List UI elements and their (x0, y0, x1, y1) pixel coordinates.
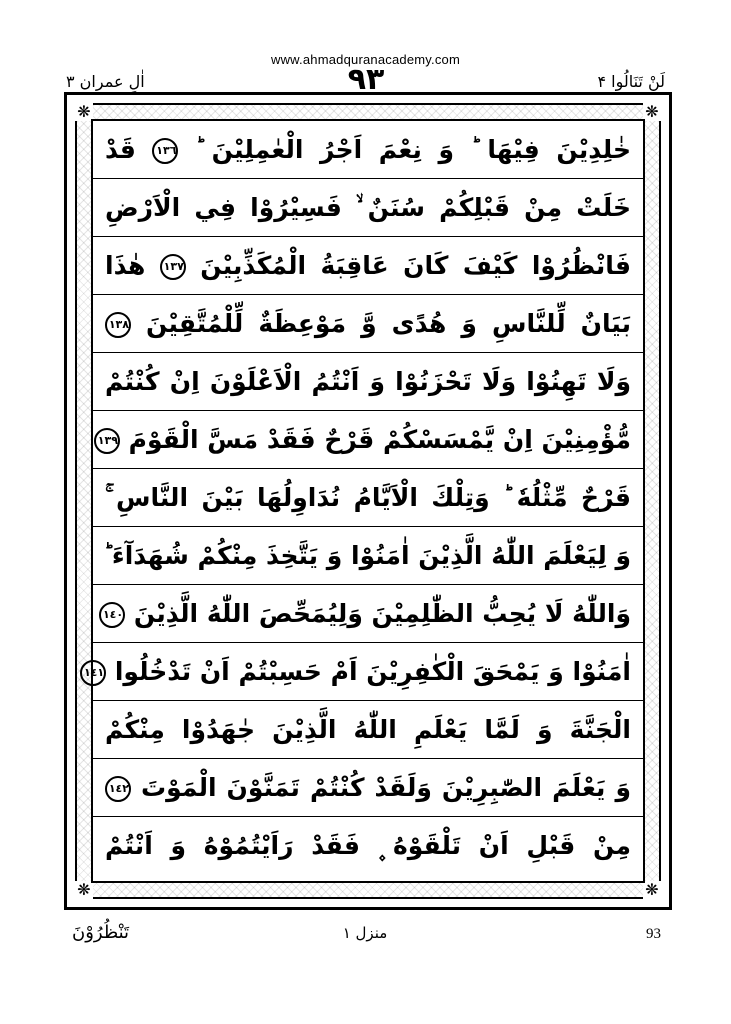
surah-name: اٰلِ عمران ۳ (66, 72, 145, 91)
catchword: تَنْظُرُوْنَ (72, 922, 130, 943)
page-number: 93 (646, 926, 661, 942)
ayah-marker-140: ١٤٠ (99, 602, 125, 628)
ayah-marker-141: ١٤١ (80, 660, 106, 686)
corner-ornament-icon: ❋ (643, 881, 661, 899)
verse-line-13 (93, 817, 643, 875)
page-frame (64, 92, 672, 910)
site-url[interactable]: www.ahmadquranacademy.com (270, 52, 460, 67)
verse-line-1 (93, 121, 643, 179)
verse-line-2 (93, 179, 643, 237)
verse-text: هٰذَا (105, 251, 146, 280)
verse-line-7 (93, 469, 643, 527)
verse-line-10 (83, 643, 643, 701)
manzil-label: منزل ۱ (342, 924, 388, 942)
verse-text: فَانْظُرُوْا كَيْفَ كَانَ عَاقِبَةُ الْمُكَذِّبِيْنَ (200, 251, 631, 280)
verse-line-4 (93, 295, 643, 353)
verse-text: الْجَنَّةَ وَ لَمَّا يَعْلَمِ اللّٰهُ الَّذِيْنَ جٰهَدُوْا مِنْكُمْ (105, 715, 631, 744)
verse-line-9 (93, 585, 643, 643)
verse-text: وَ لِيَعْلَمَ اللّٰهُ الَّذِيْنَ اٰمَنُوْا وَ يَتَّخِذَ مِنْكُمْ شُهَدَآءَ ؕ (103, 541, 631, 570)
verse-text: وَاللّٰهُ لَا يُحِبُّ الظّٰلِمِيْنَ وَلِيُمَحِّصَ اللّٰهُ الَّذِيْنَ (133, 599, 631, 628)
verse-text: وَ يَعْلَمَ الصّٰبِرِيْنَ وَلَقَدْ كُنْتُمْ تَمَنَّوْنَ الْمَوْتَ (141, 773, 631, 802)
verse-text: بَيَانٌ لِّلنَّاسِ وَ هُدًى وَّ مَوْعِظَةٌ لِّلْمُتَّقِيْنَ (146, 309, 631, 338)
ayah-marker-139: ١٣٩ (94, 428, 120, 454)
verse-text: مُّؤْمِنِيْنَ اِنْ يَّمْسَسْكُمْ قَرْحٌ فَقَدْ مَسَّ الْقَوْمَ (128, 425, 631, 454)
verse-line-8 (93, 527, 643, 585)
verse-line-5 (93, 353, 643, 411)
verse-text: وَلَا تَهِنُوْا وَلَا تَحْزَنُوْا وَ اَنْتُمُ الْاَعْلَوْنَ اِنْ كُنْتُمْ (105, 367, 631, 396)
page-number-arabic: ۹۳ (347, 62, 385, 97)
ayah-marker-137: ١٣٧ (160, 254, 186, 280)
verse-text: قَدْ (105, 135, 136, 164)
verse-text: خَلَتْ مِنْ قَبْلِكُمْ سُنَنٌ ۙ فَسِيْرُوْا فِي الْاَرْضِ (105, 193, 631, 222)
verse-text: قَرْحٌ مِّثْلُهٗ ؕ وَتِلْكَ الْاَيَّامُ نُدَاوِلُهَا بَيْنَ النَّاسِ ۚ (105, 483, 631, 512)
verse-text: مِنْ قَبْلِ اَنْ تَلْقَوْهُ ۪ فَقَدْ رَاَيْتُمُوْهُ وَ اَنْتُمْ (105, 831, 631, 860)
corner-ornament-icon: ❋ (75, 881, 93, 899)
juz-name: لَنْ تَنَالُوا ۴ (597, 72, 665, 91)
ayah-marker-142: ١٤٢ (105, 776, 131, 802)
verse-line-3 (93, 237, 643, 295)
verse-line-11 (93, 701, 643, 759)
verse-text: خٰلِدِيْنَ فِيْهَا ؕ وَ نِعْمَ اَجْرُ الْعٰمِلِيْنَ ؕ (195, 135, 631, 164)
corner-ornament-icon: ❋ (643, 103, 661, 121)
corner-ornament-icon: ❋ (75, 103, 93, 121)
ayah-marker-136: ١٣٦ (152, 138, 178, 164)
ayah-marker-138: ١٣٨ (105, 312, 131, 338)
verse-line-6 (93, 411, 643, 469)
ornamental-border (75, 103, 661, 899)
text-panel (83, 119, 645, 883)
verse-text: اٰمَنُوْا وَ يَمْحَقَ الْكٰفِرِيْنَ اَمْ حَسِبْتُمْ اَنْ تَدْخُلُوا (114, 657, 631, 686)
verse-line-12 (93, 759, 643, 817)
